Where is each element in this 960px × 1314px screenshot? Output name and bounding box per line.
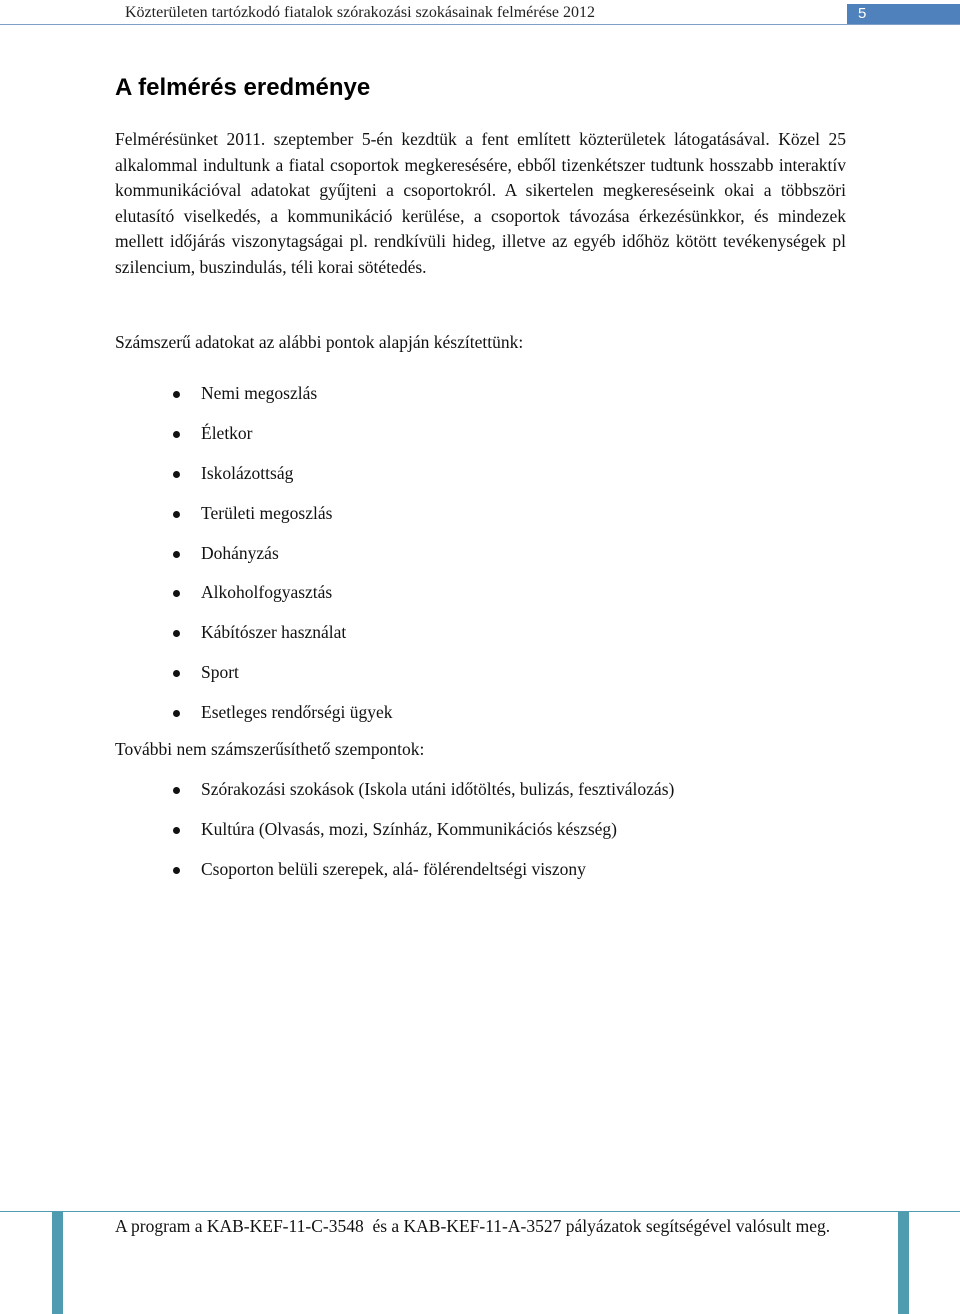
list-item-label: Kábítószer használat	[201, 622, 347, 643]
bullet-icon	[173, 827, 180, 834]
bullet-icon	[173, 391, 180, 398]
list-item	[115, 857, 674, 897]
page-number: 5	[847, 4, 960, 24]
list-item	[115, 501, 392, 541]
page-title: A felmérés eredménye	[115, 74, 371, 101]
header-divider	[0, 24, 960, 25]
bullet-icon	[173, 431, 180, 438]
other-lead: További nem számszerűsíthető szempontok:	[115, 739, 425, 759]
bullet-icon	[173, 710, 180, 717]
bullet-icon	[173, 670, 180, 677]
list-item	[115, 700, 392, 740]
list-item	[115, 817, 674, 857]
footer-left-bar	[52, 1212, 63, 1314]
list-item-label: Alkoholfogyasztás	[201, 582, 333, 603]
list-item	[115, 660, 392, 700]
footer-text: A program a KAB-KEF-11-C-3548 és a KAB-KEF-11-A-3527 pályázatok segítségével valósult meg.	[115, 1216, 831, 1236]
bullet-icon	[173, 551, 180, 558]
header-title: Közterületen tartózkodó fiatalok szórakozási szokásainak felmérése 2012	[125, 4, 596, 21]
list-item-label: Nemi megoszlás	[201, 383, 318, 403]
bullet-icon	[173, 630, 180, 637]
list-item	[115, 580, 392, 620]
list-item-label: Dohányzás	[201, 542, 279, 563]
list-item-label: Csoporton belüli szerepek, alá- fölérendeltségi viszony	[201, 858, 586, 879]
numeric-criteria-list	[115, 381, 392, 740]
list-item	[115, 381, 392, 421]
bullet-icon	[173, 511, 180, 518]
list-item	[115, 461, 392, 501]
list-item	[115, 620, 392, 660]
list-item-label: Iskolázottság	[201, 462, 294, 483]
list-item-label: Esetleges rendőrségi ügyek	[201, 702, 393, 723]
list-item-label: Területi megoszlás	[201, 502, 333, 523]
list-item-label: Sport	[201, 662, 239, 683]
list-item-label: Kultúra (Olvasás, mozi, Színház, Kommunikációs készség)	[201, 818, 618, 839]
bullet-icon	[173, 867, 180, 874]
intro-paragraph: Felmérésünket 2011. szeptember 5-én kezdtük a fent említett közterületek látogatásával. Közel 25 alkalommal indultunk a fiatal csoportok megkeresésére, ebből tizenkétszer tudtunk hosszabb interaktív kommunikációval adatokat gyűjteni a csoportokról. A sikertelen megkereséseink okai a többszöri elutasító viselkedés, a kommunikáció kerülése, a csoportok távozása érkezésünkkor, és mindezek mellett időjárás viszonytagságai pl. rendkívüli hideg, illetve az egyéb időhöz kötött tevékenységek pl szilencium, buszindulás, téli korai sötétedés.	[115, 129, 846, 277]
list-item	[115, 541, 392, 581]
numeric-lead: Számszerű adatokat az alábbi pontok alapján készítettünk:	[115, 332, 524, 352]
other-criteria-list	[115, 777, 674, 897]
bullet-icon	[173, 590, 180, 597]
list-item-label: Életkor	[201, 422, 253, 443]
footer-right-bar	[898, 1212, 909, 1314]
list-item	[115, 777, 674, 817]
list-item-label: Szórakozási szokások (Iskola utáni időtöltés, bulizás, fesztiválozás)	[201, 779, 675, 799]
footer-divider	[0, 1211, 960, 1212]
list-item	[115, 421, 392, 461]
bullet-icon	[173, 471, 180, 478]
bullet-icon	[173, 787, 180, 794]
